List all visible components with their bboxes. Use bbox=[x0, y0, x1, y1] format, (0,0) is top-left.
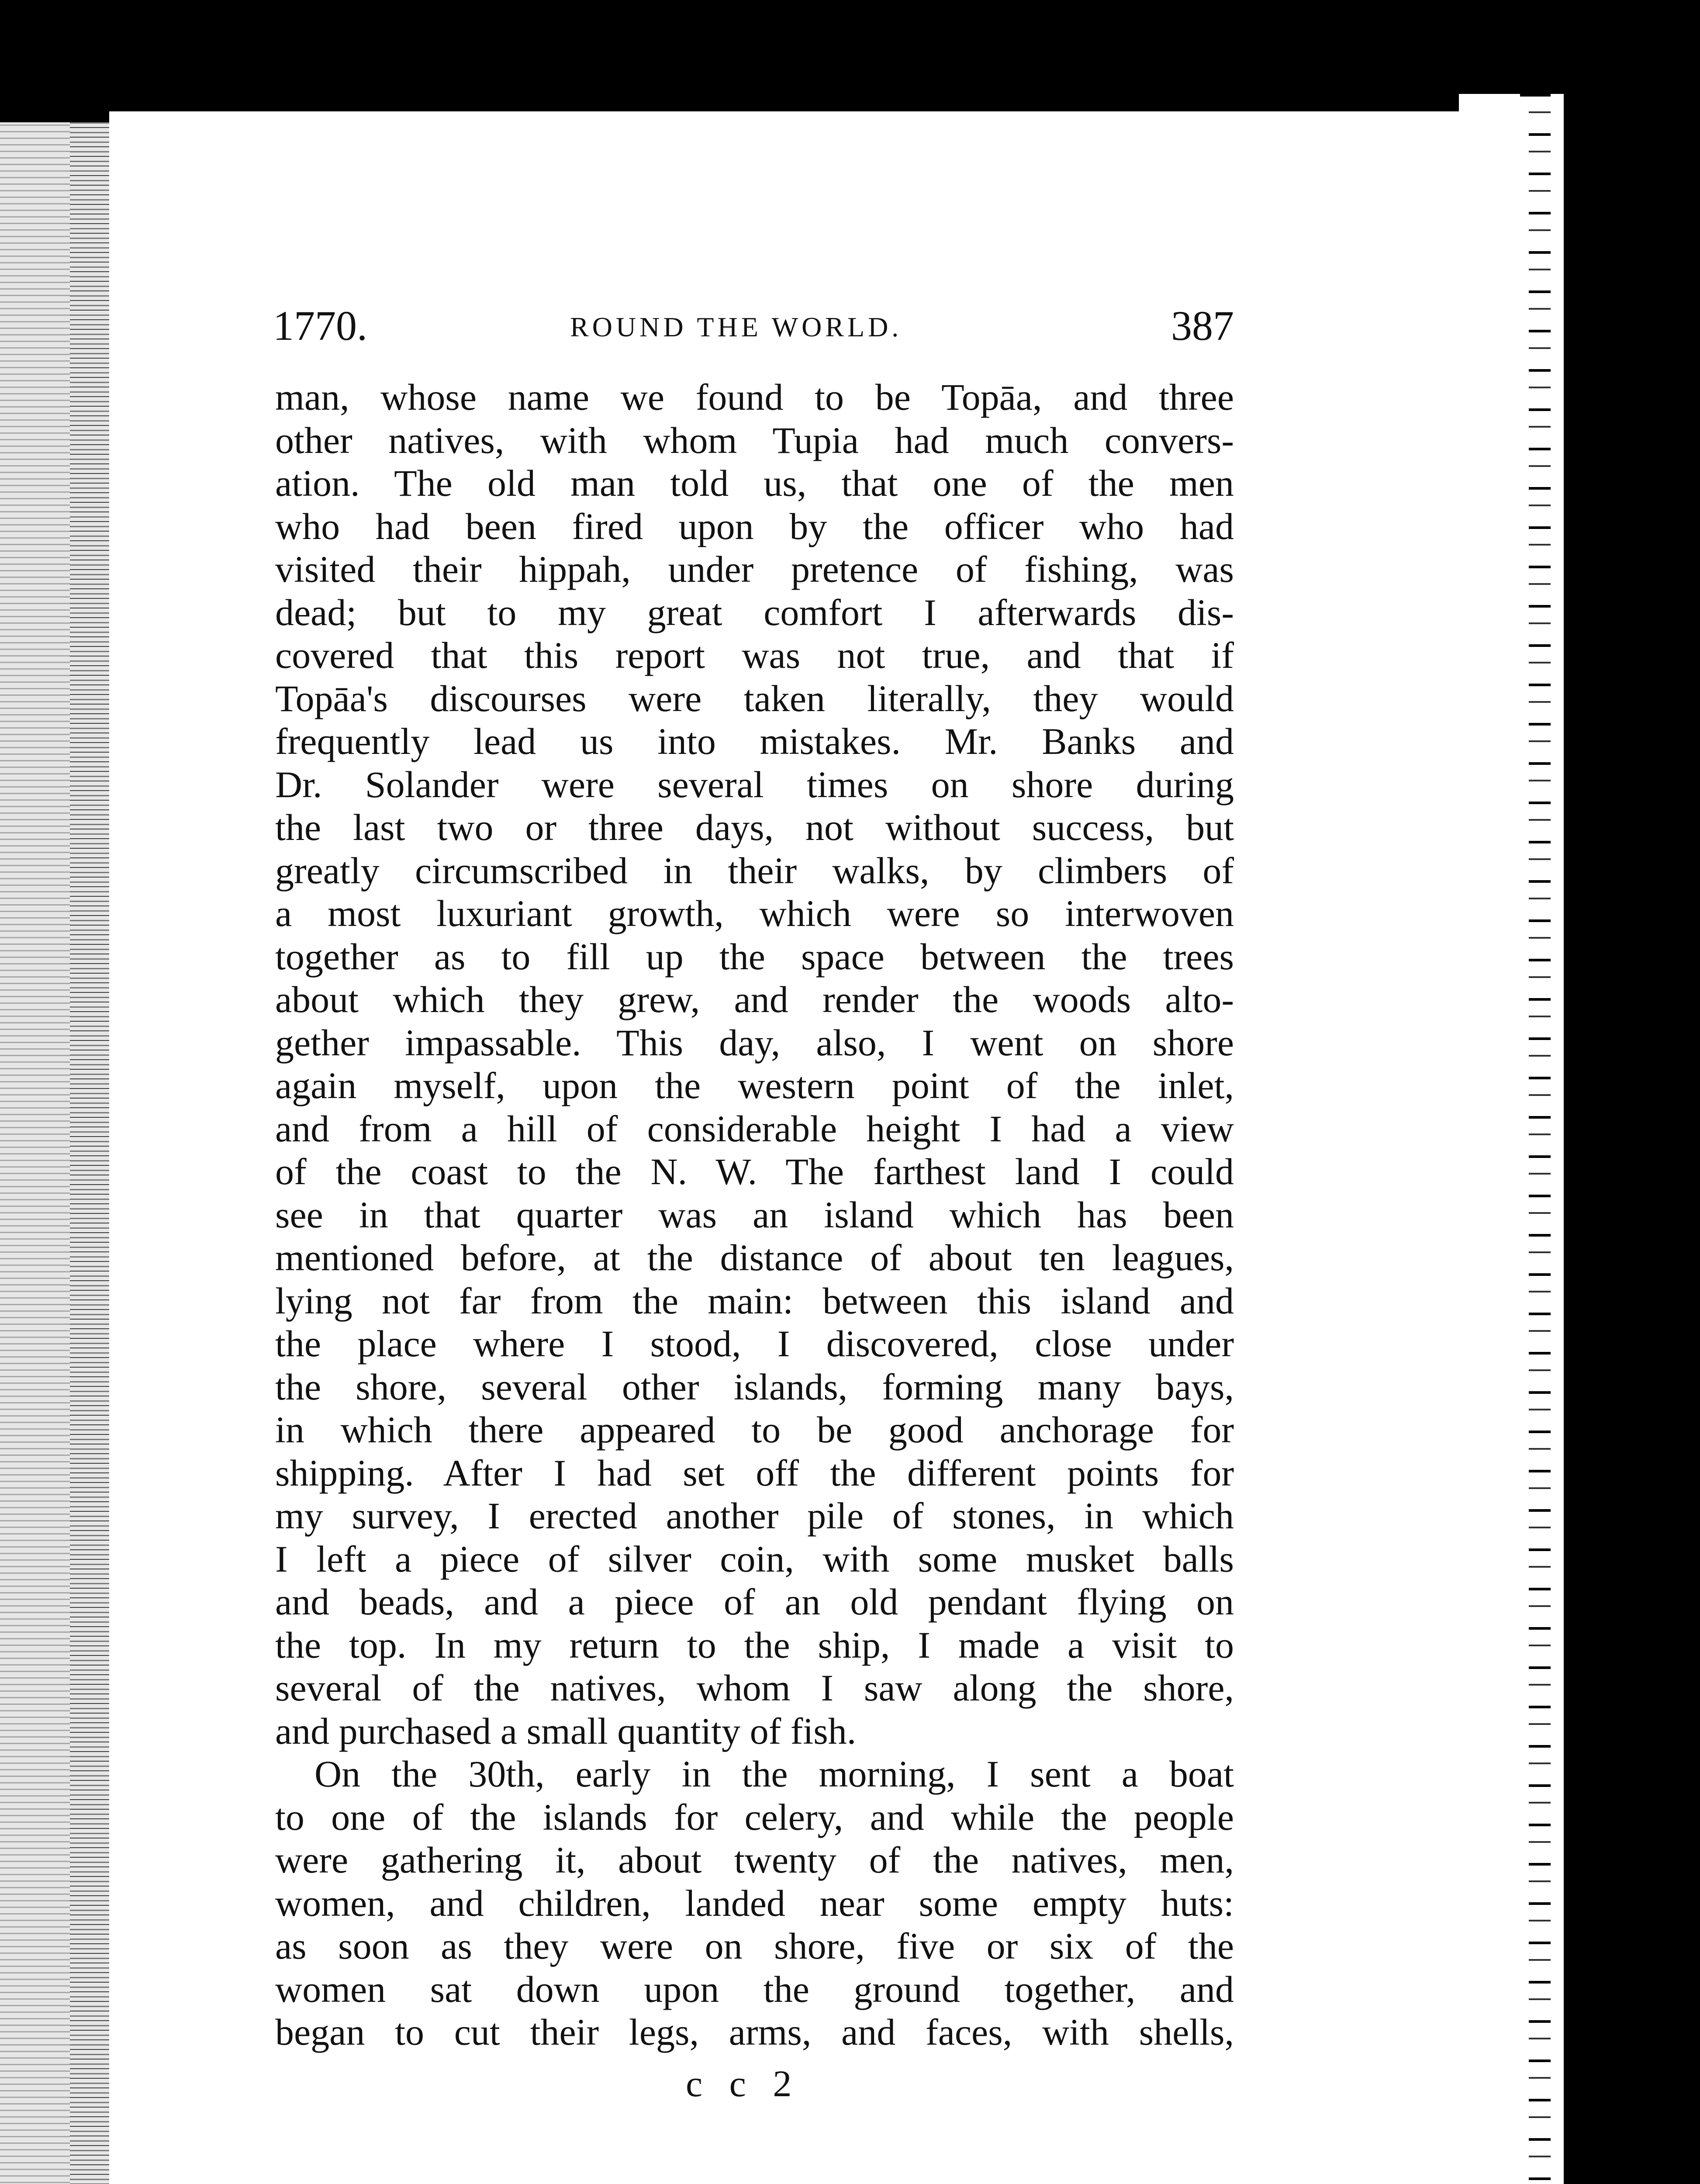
text-line: mentioned before, at the distance of about ten leagues, bbox=[275, 1237, 1234, 1279]
text-line: greatly circumscribed in their walks, by climbers of bbox=[275, 849, 1234, 892]
book-page-edge-left bbox=[0, 122, 118, 2184]
body-text bbox=[275, 376, 1234, 2054]
text-line: Topāa's discourses were taken literally, they would bbox=[275, 677, 1234, 719]
text-line: lying not far from the main: between this island and bbox=[275, 1279, 1234, 1322]
text-line: dead; but to my great comfort I afterwards dis- bbox=[275, 591, 1234, 633]
text-line: and beads, and a piece of an old pendant flying on bbox=[275, 1581, 1234, 1623]
text-line: who had been fired upon by the officer who had bbox=[275, 505, 1234, 547]
header-title: ROUND THE WORLD. bbox=[570, 311, 902, 342]
text-line: On the 30th, early in the morning, I sent a boat bbox=[314, 1753, 1234, 1795]
signature-mark: c c 2 bbox=[686, 2063, 801, 2105]
text-line: the last two or three days, not without success, but bbox=[275, 806, 1234, 848]
header-year: 1770. bbox=[273, 302, 367, 349]
text-line: the place where I stood, I discovered, close under bbox=[275, 1323, 1234, 1365]
text-line: together as to fill up the space between the trees bbox=[275, 935, 1234, 978]
page-number: 387 bbox=[1171, 302, 1234, 349]
text-line: see in that quarter was an island which has been bbox=[275, 1193, 1234, 1236]
text-line: several of the natives, whom I saw along the shore, bbox=[275, 1667, 1234, 1709]
text-line: shipping. After I had set off the different points for bbox=[275, 1451, 1234, 1494]
text-line: the top. In my return to the ship, I made a visit to bbox=[275, 1624, 1234, 1666]
text-line: a most luxuriant growth, which were so interwoven bbox=[275, 892, 1234, 934]
text-line: began to cut their legs, arms, and faces, with shells, bbox=[275, 2011, 1234, 2053]
text-line: women sat down upon the ground together, and bbox=[275, 1968, 1234, 2010]
text-line: to one of the islands for celery, and while the people bbox=[275, 1796, 1234, 1838]
text-line: gether impassable. This day, also, I went on shore bbox=[275, 1021, 1234, 1064]
running-header bbox=[273, 301, 1234, 358]
text-line: my survey, I erected another pile of stones, in which bbox=[275, 1495, 1234, 1537]
text-line: as soon as they were on shore, five or six of the bbox=[275, 1925, 1234, 1967]
text-line: were gathering it, about twenty of the natives, men, bbox=[275, 1839, 1234, 1881]
text-line: other natives, with whom Tupia had much convers- bbox=[275, 419, 1234, 461]
text-line: I left a piece of silver coin, with some musket balls bbox=[275, 1538, 1234, 1580]
text-line: frequently lead us into mistakes. Mr. Banks and bbox=[275, 720, 1234, 762]
text-line: covered that this report was not true, and that if bbox=[275, 634, 1234, 676]
text-line: the shore, several other islands, forming many bays, bbox=[275, 1365, 1234, 1408]
text-line: in which there appeared to be good anchorage for bbox=[275, 1409, 1234, 1451]
text-line: Dr. Solander were several times on shore during bbox=[275, 763, 1234, 805]
text-line: and from a hill of considerable height I had a view bbox=[275, 1107, 1234, 1150]
text-line: of the coast to the N. W. The farthest land I could bbox=[275, 1151, 1234, 1192]
text-line: women, and children, landed near some empty huts: bbox=[275, 1882, 1234, 1924]
text-line: about which they grew, and render the woods alto- bbox=[275, 978, 1234, 1020]
text-line: and purchased a small quantity of fish. bbox=[275, 1710, 857, 1752]
text-line: again myself, upon the western point of the inlet, bbox=[275, 1064, 1234, 1106]
text-line: visited their hippah, under pretence of fishing, was bbox=[275, 548, 1234, 590]
text-line: man, whose name we found to be Topāa, and three bbox=[275, 376, 1234, 418]
text-line: ation. The old man told us, that one of the men bbox=[275, 462, 1234, 504]
